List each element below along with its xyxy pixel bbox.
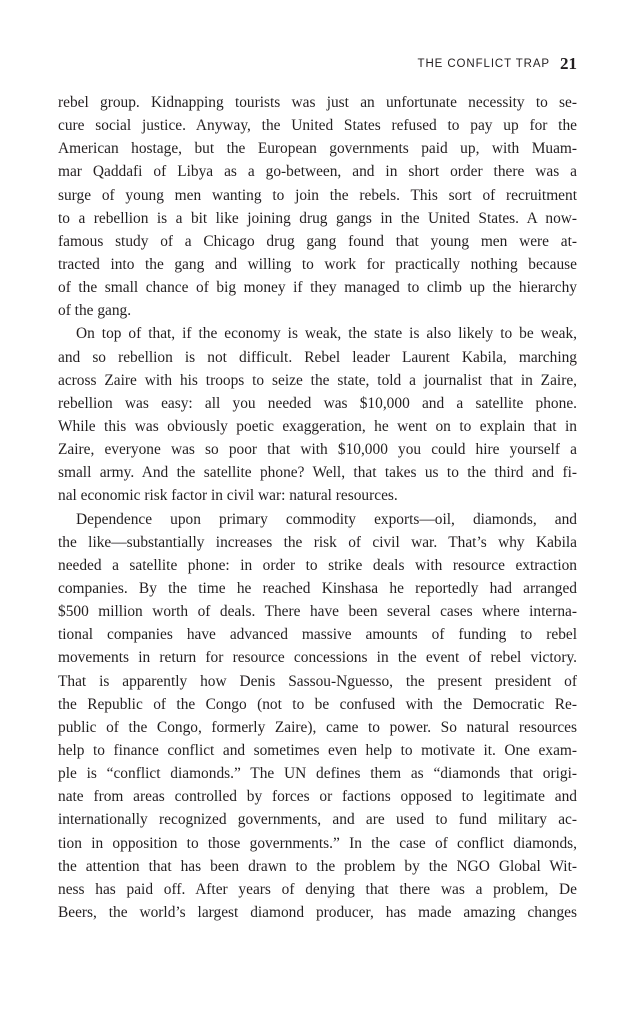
text-line: help to finance conflict and sometimes even help to motivate it. One exam- bbox=[58, 741, 577, 759]
text-line: nate from areas controlled by forces or factions opposed to legitimate and bbox=[58, 788, 577, 806]
text-line: rebellion was easy: all you needed was $10,000 and a satellite phone. bbox=[58, 394, 577, 412]
text-line: movements in return for resource concessions in the event of rebel victory. bbox=[58, 649, 577, 667]
text-line: the attention that has been drawn to the problem by the NGO Global Wit- bbox=[58, 857, 577, 875]
text-line: and so rebellion is not difficult. Rebel leader Laurent Kabila, marching bbox=[58, 348, 577, 366]
text-line: rebel group. Kidnapping tourists was just an unfortunate necessity to se- bbox=[58, 94, 577, 111]
paragraph bbox=[58, 91, 577, 322]
text-line: the like—substantially increases the risk of civil war. That’s why Kabila bbox=[58, 533, 577, 551]
text-line: across Zaire with his troops to seize the state, told a journalist that in Zaire, bbox=[58, 371, 577, 389]
text-line: surge of young men wanting to join the rebels. This sort of recruitment bbox=[58, 186, 577, 204]
text-line: famous study of a Chicago drug gang found that young men were at- bbox=[58, 232, 577, 250]
text-line: Zaire, everyone was so poor that with $10,000 you could hire yourself a bbox=[58, 441, 577, 459]
text-line: nal economic risk factor in civil war: natural resources. bbox=[58, 487, 398, 505]
text-line: tional companies have advanced massive amounts of funding to rebel bbox=[58, 626, 577, 644]
text-line: That is apparently how Denis Sassou-Nguesso, the present president of bbox=[58, 672, 577, 690]
text-line: cure social justice. Anyway, the United States refused to pay up for the bbox=[58, 117, 577, 135]
text-line: ple is “conflict diamonds.” The UN defines them as “diamonds that origi- bbox=[58, 765, 577, 783]
text-line: ness has paid off. After years of denying that there was a problem, De bbox=[58, 880, 577, 898]
text-line: $500 million worth of deals. There have been several cases where interna- bbox=[58, 603, 577, 621]
text-line: Beers, the world’s largest diamond producer, has made amazing changes bbox=[58, 903, 577, 921]
text-line: mar Qaddafi of Libya as a go-between, and in short order there was a bbox=[58, 163, 577, 181]
paragraph bbox=[58, 322, 577, 507]
text-line: American hostage, but the European governments paid up, with Muam- bbox=[58, 140, 577, 158]
text-line: companies. By the time he reached Kinshasa he reportedly had arranged bbox=[58, 579, 577, 597]
text-line: internationally recognized governments, and are used to fund military ac- bbox=[58, 811, 577, 829]
text-line: tion in opposition to those governments.” In the case of conflict diamonds, bbox=[58, 834, 577, 852]
text-line: While this was obviously poetic exaggeration, he went on to explain that in bbox=[58, 417, 577, 435]
paragraph bbox=[58, 508, 577, 925]
text-line: of the gang. bbox=[58, 302, 132, 320]
body-text bbox=[58, 91, 577, 924]
text-line: public of the Congo, formerly Zaire), came to power. So natural resources bbox=[58, 718, 577, 736]
text-line: the Republic of the Congo (not to be confused with the Democratic Re- bbox=[58, 695, 577, 713]
running-head bbox=[58, 54, 577, 74]
text-line: of the small chance of big money if they managed to climb up the hierarchy bbox=[58, 279, 577, 297]
text-line: to a rebellion is a bit like joining drug gangs in the United States. A now- bbox=[58, 209, 577, 227]
text-line: Dependence upon primary commodity exports—oil, diamonds, and bbox=[76, 510, 577, 528]
running-title: THE CONFLICT TRAP bbox=[417, 58, 550, 70]
text-line: tracted into the gang and willing to work for practically nothing because bbox=[58, 255, 577, 273]
text-line: small army. And the satellite phone? Well, that takes us to the third and fi- bbox=[58, 464, 577, 482]
page-number: 21 bbox=[560, 54, 577, 73]
text-line: needed a satellite phone: in order to strike deals with resource extraction bbox=[58, 556, 577, 574]
text-line: On top of that, if the economy is weak, the state is also likely to be weak, bbox=[76, 325, 577, 343]
